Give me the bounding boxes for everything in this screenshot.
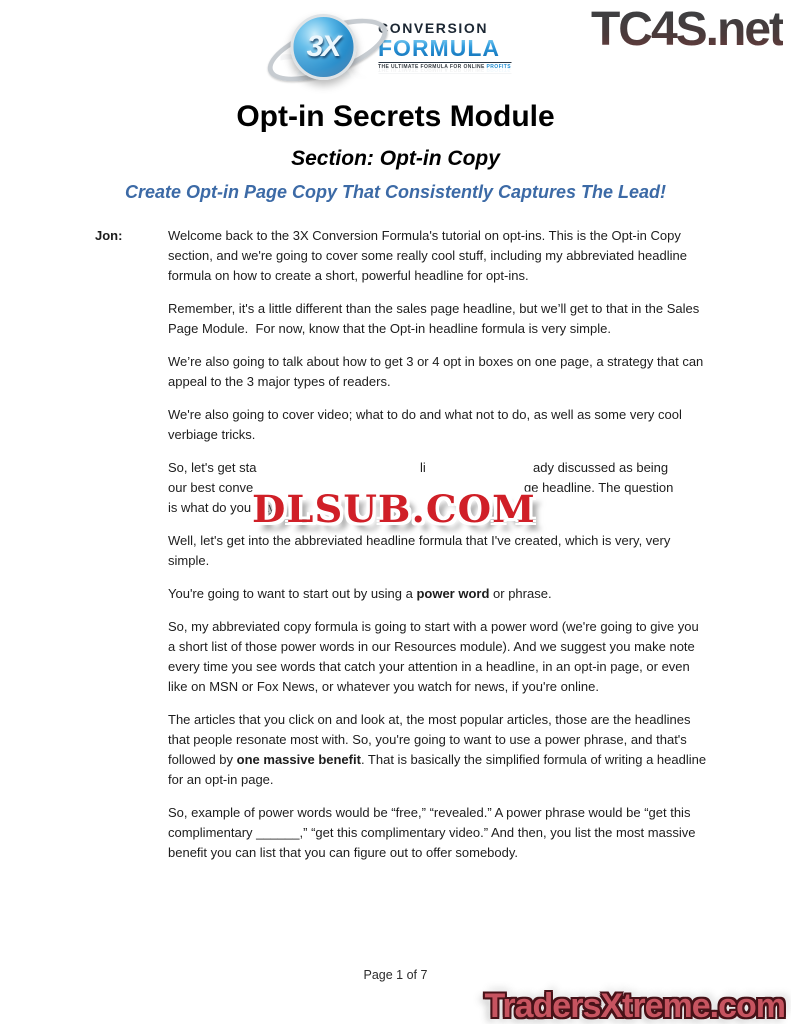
- paragraph: So, my abbreviated copy formula is going to start with a power word (we're going to give you a short list of those power words in our Resources module). And we suggest you make note every time you see words that catch your attention in a headline, in an opt-in page, or even like on MSN or Fox News, or whatever you watch for news, if you're online.: [168, 619, 703, 694]
- logo-line1: CONVERSION: [378, 20, 489, 37]
- obscured-text-fragment: li: [420, 460, 426, 475]
- paragraph: You're going to want to start out by using a power word or phrase.: [168, 586, 552, 601]
- logo-tagline-accent: PROFITS: [486, 64, 511, 71]
- obscured-text-fragment: ge headline. The question: [524, 480, 674, 495]
- speaker-label: Jon:: [95, 228, 123, 243]
- page-number: Page 1 of 7: [363, 968, 428, 982]
- paragraph: Welcome back to the 3X Conversion Formula's tutorial on opt-ins. This is the Opt-in Copy section, and we're going to cover some really cool stuff, including my abbreviated headline formula on how to create a short, powerful headline for opt-ins.: [168, 228, 691, 283]
- paragraph: So, example of power words would be “free,” “revealed.” A power phrase would be “get this complimentary ______,” “get this complimentary video.” And then, you list the most massive benefit you can list that you can figure out to offer somebody.: [168, 805, 700, 860]
- logo-divider: [378, 62, 511, 63]
- page-title: Opt-in Secrets Module: [236, 100, 555, 133]
- blue-tagline-heading: Create Opt-in Page Copy That Consistently Captures The Lead!: [124, 182, 667, 202]
- obscured-text-fragment: is what do you say?: [168, 500, 283, 515]
- section-subtitle: Section: Opt-in Copy: [291, 147, 500, 170]
- logo-text-block: [378, 21, 511, 70]
- obscured-text-fragment: our best conve: [168, 480, 254, 495]
- obscured-text-fragment: ady discussed as being: [533, 460, 669, 475]
- logo-tagline-prefix: THE ULTIMATE FORMULA FOR ONLINE: [378, 64, 487, 71]
- paragraph-list: [168, 226, 708, 876]
- conversion-formula-logo: [280, 10, 511, 82]
- paragraph: The articles that you click on and look at, the most popular articles, those are the headlines that people resonate most with. So, you're going to want to use a power phrase, and that's followed by one massive benefit. That is basically the simplified formula of writing a headline for an opt-in page.: [168, 712, 710, 787]
- paragraph: Well, let's get into the abbreviated headline formula that I've created, which is very, very simple.: [168, 533, 674, 568]
- obscured-text-fragment: So, let's get sta: [168, 460, 257, 475]
- paragraph: We're also going to cover video; what to do and what not to do, as well as some very cool verbiage tricks.: [168, 407, 686, 442]
- paragraph: We’re also going to talk about how to get 3 or 4 opt in boxes on one page, a strategy that can appeal to the 3 major types of readers.: [168, 354, 707, 389]
- logo-line2: FORMULA: [378, 36, 511, 60]
- tc4s-site-badge: TC4S.net: [590, 3, 783, 56]
- logo-mark: 3X: [306, 30, 340, 63]
- logo-tagline: [378, 65, 511, 70]
- dlsub-watermark: DLSUB.COM: [252, 487, 536, 531]
- logo-3x-sphere-icon: [290, 14, 356, 80]
- tradersxtreme-site-badge: TradersXtreme.com: [484, 987, 785, 1024]
- paragraph: Remember, it's a little different than the sales page headline, but we’ll get to that in the Sales Page Module. For now, know that the Opt-in headline formula is very simple.: [168, 301, 703, 336]
- logo-sphere-zone: [280, 10, 366, 82]
